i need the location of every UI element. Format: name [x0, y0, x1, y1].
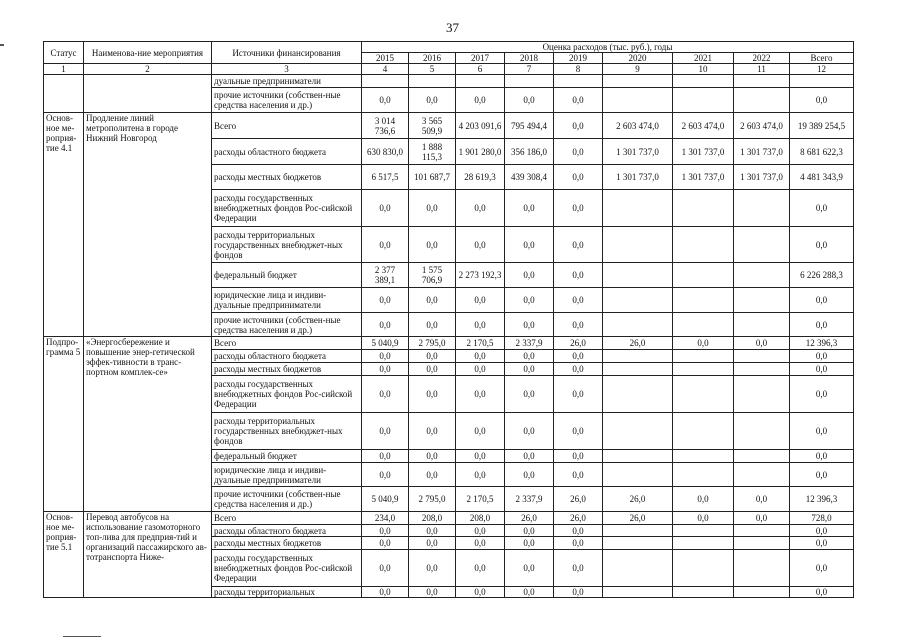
funding-source-cell: расходы государственных внебюджетных фондов Рос-сийской Федерации: [212, 550, 362, 587]
value-cell: 0,0: [790, 363, 854, 376]
value-cell: 0,0: [409, 88, 456, 113]
value-cell: 2 795,0: [409, 487, 456, 512]
value-cell: 0,0: [362, 463, 409, 487]
value-cell: 0,0: [505, 227, 554, 263]
value-cell: 0,0: [505, 190, 554, 227]
header-column-number: 12: [790, 64, 854, 75]
header-year: 2018: [505, 53, 554, 64]
value-cell: 1 301 737,0: [673, 165, 734, 190]
value-cell: 0,0: [456, 190, 505, 227]
value-cell: 1 301 737,0: [734, 165, 790, 190]
value-cell: 0,0: [409, 313, 456, 337]
value-cell: [673, 263, 734, 288]
header-year: 2015: [362, 53, 409, 64]
value-cell: 1 888 115,3: [409, 139, 456, 165]
status-cell: Основ-ное ме-роприя-тие 5.1: [44, 512, 84, 598]
value-cell: 2 170,5: [456, 337, 505, 350]
value-cell: [673, 75, 734, 88]
value-cell: [673, 413, 734, 450]
value-cell: [790, 75, 854, 88]
event-name-cell: «Энергосбережение и повышение энер-гетической эффек-тивности в транс-портном комплек-се»: [84, 337, 212, 512]
value-cell: 0,0: [505, 350, 554, 363]
value-cell: [554, 75, 603, 88]
value-cell: 26,0: [603, 337, 673, 350]
value-cell: [734, 227, 790, 263]
value-cell: [673, 450, 734, 463]
value-cell: 0,0: [554, 537, 603, 550]
table-body: [44, 75, 854, 598]
value-cell: 0,0: [673, 487, 734, 512]
value-cell: [603, 263, 673, 288]
value-cell: [734, 75, 790, 88]
value-cell: [673, 463, 734, 487]
value-cell: [734, 313, 790, 337]
value-cell: 0,0: [456, 587, 505, 598]
header-year: 2017: [456, 53, 505, 64]
value-cell: 0,0: [409, 550, 456, 587]
value-cell: [734, 190, 790, 227]
value-cell: 0,0: [554, 263, 603, 288]
status-cell: Основ-ное ме-роприя-тие 4.1: [44, 113, 84, 337]
value-cell: 0,0: [456, 227, 505, 263]
value-cell: 0,0: [673, 512, 734, 525]
value-cell: 0,0: [554, 413, 603, 450]
value-cell: 2 603 474,0: [673, 113, 734, 139]
value-cell: 0,0: [456, 376, 505, 413]
header-column-number: 7: [505, 64, 554, 75]
value-cell: [734, 363, 790, 376]
header-column-number: 5: [409, 64, 456, 75]
value-cell: [673, 227, 734, 263]
value-cell: [673, 350, 734, 363]
header-column-number: 1: [44, 64, 84, 75]
table-row: [44, 337, 854, 350]
value-cell: 0,0: [362, 525, 409, 537]
value-cell: [603, 463, 673, 487]
value-cell: 1 575 706,9: [409, 263, 456, 288]
header-year: 2020: [603, 53, 673, 64]
value-cell: [603, 450, 673, 463]
value-cell: 0,0: [554, 165, 603, 190]
value-cell: 0,0: [790, 463, 854, 487]
header-year: 2019: [554, 53, 603, 64]
value-cell: 8 681 622,3: [790, 139, 854, 165]
value-cell: 0,0: [673, 337, 734, 350]
value-cell: 0,0: [554, 463, 603, 487]
value-cell: 0,0: [505, 363, 554, 376]
value-cell: 2 603 474,0: [734, 113, 790, 139]
value-cell: 0,0: [554, 587, 603, 598]
value-cell: 0,0: [456, 288, 505, 313]
status-cell: [44, 75, 84, 113]
funding-source-cell: расходы государственных внебюджетных фондов Рос-сийской Федерации: [212, 190, 362, 227]
value-cell: 0,0: [362, 450, 409, 463]
value-cell: 0,0: [456, 313, 505, 337]
header-column-number: 3: [212, 64, 362, 75]
funding-source-cell: расходы местных бюджетов: [212, 537, 362, 550]
value-cell: 0,0: [790, 525, 854, 537]
value-cell: 1 301 737,0: [603, 165, 673, 190]
value-cell: 0,0: [362, 288, 409, 313]
value-cell: 0,0: [362, 537, 409, 550]
value-cell: 0,0: [505, 263, 554, 288]
header-column-number: 11: [734, 64, 790, 75]
value-cell: [673, 88, 734, 113]
funding-source-cell: расходы областного бюджета: [212, 139, 362, 165]
value-cell: 0,0: [456, 537, 505, 550]
value-cell: 0,0: [456, 413, 505, 450]
value-cell: 2 273 192,3: [456, 263, 505, 288]
value-cell: 0,0: [734, 337, 790, 350]
value-cell: 26,0: [554, 487, 603, 512]
value-cell: [603, 550, 673, 587]
value-cell: 0,0: [734, 487, 790, 512]
value-cell: 0,0: [790, 450, 854, 463]
value-cell: 6 226 288,3: [790, 263, 854, 288]
value-cell: [734, 525, 790, 537]
header-column-numbers-row: [44, 64, 854, 75]
funding-source-cell: расходы территориальных государственных внебюджет-ных фондов: [212, 413, 362, 450]
value-cell: 28 619,3: [456, 165, 505, 190]
page-number: 37: [446, 20, 459, 35]
value-cell: 26,0: [505, 512, 554, 525]
event-name-cell: Продление линий метрополитена в городе Нижний Новгород: [84, 113, 212, 337]
value-cell: 4 481 343,9: [790, 165, 854, 190]
value-cell: 0,0: [505, 450, 554, 463]
value-cell: 0,0: [554, 139, 603, 165]
value-cell: [603, 88, 673, 113]
value-cell: [673, 190, 734, 227]
funding-source-cell: расходы местных бюджетов: [212, 165, 362, 190]
value-cell: 1 901 280,0: [456, 139, 505, 165]
value-cell: 728,0: [790, 512, 854, 525]
funding-source-cell: расходы территориальных государственных внебюджет-ных фондов: [212, 227, 362, 263]
value-cell: [673, 525, 734, 537]
value-cell: 0,0: [456, 88, 505, 113]
bottom-scan-mark: [63, 636, 101, 637]
value-cell: 0,0: [409, 363, 456, 376]
value-cell: 0,0: [554, 288, 603, 313]
funding-source-cell: расходы областного бюджета: [212, 350, 362, 363]
value-cell: [673, 537, 734, 550]
value-cell: 0,0: [790, 587, 854, 598]
value-cell: 0,0: [554, 88, 603, 113]
value-cell: 2 337,9: [505, 337, 554, 350]
value-cell: [734, 376, 790, 413]
value-cell: 0,0: [409, 537, 456, 550]
value-cell: [603, 525, 673, 537]
value-cell: [734, 263, 790, 288]
funding-source-cell: Всего: [212, 113, 362, 139]
value-cell: 0,0: [362, 313, 409, 337]
value-cell: 2 795,0: [409, 337, 456, 350]
header-year: 2021: [673, 53, 734, 64]
value-cell: [673, 313, 734, 337]
funding-source-cell: расходы областного бюджета: [212, 525, 362, 537]
value-cell: 0,0: [790, 88, 854, 113]
value-cell: 2 337,9: [505, 487, 554, 512]
value-cell: 0,0: [790, 288, 854, 313]
value-cell: 0,0: [409, 288, 456, 313]
value-cell: 0,0: [790, 350, 854, 363]
value-cell: 0,0: [790, 550, 854, 587]
funding-source-cell: Всего: [212, 337, 362, 350]
value-cell: 3 014 736,6: [362, 113, 409, 139]
value-cell: [603, 413, 673, 450]
value-cell: 0,0: [456, 463, 505, 487]
value-cell: 0,0: [505, 463, 554, 487]
value-cell: 0,0: [554, 376, 603, 413]
value-cell: 0,0: [409, 450, 456, 463]
value-cell: 0,0: [362, 350, 409, 363]
funding-source-cell: федеральный бюджет: [212, 263, 362, 288]
value-cell: 0,0: [554, 227, 603, 263]
value-cell: [409, 75, 456, 88]
value-cell: 356 186,0: [505, 139, 554, 165]
value-cell: 0,0: [409, 190, 456, 227]
value-cell: 0,0: [362, 413, 409, 450]
value-cell: 0,0: [409, 413, 456, 450]
value-cell: 5 040,9: [362, 337, 409, 350]
value-cell: [673, 363, 734, 376]
value-cell: 0,0: [505, 537, 554, 550]
value-cell: [603, 313, 673, 337]
header-column-number: 2: [84, 64, 212, 75]
header-column-number: 4: [362, 64, 409, 75]
funding-source-cell: Всего: [212, 512, 362, 525]
value-cell: 0,0: [409, 463, 456, 487]
value-cell: [603, 537, 673, 550]
status-cell: Подпро-грамма 5: [44, 337, 84, 512]
value-cell: 26,0: [603, 487, 673, 512]
page-top-edge: [0, 0, 905, 3]
value-cell: 0,0: [456, 550, 505, 587]
header-column-number: 6: [456, 64, 505, 75]
value-cell: 4 203 091,6: [456, 113, 505, 139]
value-cell: 0,0: [456, 350, 505, 363]
value-cell: 439 308,4: [505, 165, 554, 190]
header-year: 2022: [734, 53, 790, 64]
value-cell: 26,0: [554, 337, 603, 350]
table-row: [44, 113, 854, 139]
value-cell: 0,0: [790, 313, 854, 337]
funding-source-cell: юридические лица и индиви-дуальные предприниматели: [212, 288, 362, 313]
value-cell: 0,0: [554, 113, 603, 139]
value-cell: 0,0: [505, 313, 554, 337]
value-cell: 0,0: [554, 350, 603, 363]
value-cell: 0,0: [505, 587, 554, 598]
value-cell: [673, 587, 734, 598]
value-cell: 0,0: [362, 227, 409, 263]
table-row: [44, 512, 854, 525]
value-cell: 0,0: [362, 550, 409, 587]
value-cell: 0,0: [790, 376, 854, 413]
header-year: 2016: [409, 53, 456, 64]
funding-source-cell: расходы местных бюджетов: [212, 363, 362, 376]
value-cell: 0,0: [362, 190, 409, 227]
table-row: [44, 75, 854, 88]
value-cell: 0,0: [790, 537, 854, 550]
value-cell: [603, 363, 673, 376]
value-cell: 0,0: [790, 413, 854, 450]
value-cell: 208,0: [456, 512, 505, 525]
value-cell: 0,0: [554, 525, 603, 537]
value-cell: 630 830,0: [362, 139, 409, 165]
value-cell: [734, 88, 790, 113]
value-cell: [603, 350, 673, 363]
value-cell: [734, 537, 790, 550]
value-cell: 2 170,5: [456, 487, 505, 512]
value-cell: 0,0: [734, 512, 790, 525]
value-cell: 3 565 509,9: [409, 113, 456, 139]
header-year: Всего: [790, 53, 854, 64]
value-cell: 0,0: [362, 363, 409, 376]
header-row-1: [44, 42, 854, 53]
value-cell: 0,0: [505, 288, 554, 313]
value-cell: 12 396,3: [790, 337, 854, 350]
header-estimate: Оценка расходов (тыс. руб.), годы: [362, 42, 854, 53]
value-cell: [734, 413, 790, 450]
value-cell: 234,0: [362, 512, 409, 525]
value-cell: 0,0: [362, 376, 409, 413]
value-cell: 0,0: [554, 190, 603, 227]
value-cell: [362, 75, 409, 88]
funding-source-cell: юридические лица и индиви-дуальные предприниматели: [212, 463, 362, 487]
value-cell: 0,0: [362, 587, 409, 598]
value-cell: 0,0: [554, 550, 603, 587]
value-cell: 1 301 737,0: [603, 139, 673, 165]
value-cell: 0,0: [505, 550, 554, 587]
funding-source-cell: прочие источники (собствен-ные средства населения и др.): [212, 313, 362, 337]
value-cell: 5 040,9: [362, 487, 409, 512]
value-cell: 2 377 389,1: [362, 263, 409, 288]
header-name: Наименова-ние мероприятия: [84, 42, 212, 64]
value-cell: [734, 288, 790, 313]
value-cell: 795 494,4: [505, 113, 554, 139]
value-cell: 12 396,3: [790, 487, 854, 512]
value-cell: [673, 550, 734, 587]
value-cell: 0,0: [790, 227, 854, 263]
header-column-number: 9: [603, 64, 673, 75]
value-cell: [734, 350, 790, 363]
value-cell: 0,0: [505, 525, 554, 537]
value-cell: [734, 587, 790, 598]
value-cell: 0,0: [409, 587, 456, 598]
value-cell: [734, 550, 790, 587]
value-cell: [505, 75, 554, 88]
header-column-number: 10: [673, 64, 734, 75]
value-cell: 26,0: [603, 512, 673, 525]
value-cell: 0,0: [456, 363, 505, 376]
value-cell: 19 389 254,5: [790, 113, 854, 139]
value-cell: [734, 450, 790, 463]
funding-source-cell: прочие источники (собствен-ные средства населения и др.): [212, 487, 362, 512]
value-cell: 208,0: [409, 512, 456, 525]
value-cell: [603, 288, 673, 313]
funding-source-cell: федеральный бюджет: [212, 450, 362, 463]
value-cell: 0,0: [790, 190, 854, 227]
value-cell: 0,0: [554, 363, 603, 376]
value-cell: [603, 227, 673, 263]
value-cell: [603, 75, 673, 88]
value-cell: 0,0: [456, 525, 505, 537]
value-cell: [673, 288, 734, 313]
header-column-number: 8: [554, 64, 603, 75]
event-name-cell: Перевод автобусов на использование газомоторного топ-лива для предприя-тий и организаций пассажирского ав-тотранспорта Ниже-: [84, 512, 212, 598]
value-cell: 2 603 474,0: [603, 113, 673, 139]
value-cell: 0,0: [505, 376, 554, 413]
header-sources: Источники финансирования: [212, 42, 362, 64]
value-cell: 101 687,7: [409, 165, 456, 190]
value-cell: [734, 463, 790, 487]
value-cell: 0,0: [409, 350, 456, 363]
value-cell: 0,0: [362, 88, 409, 113]
value-cell: 1 301 737,0: [734, 139, 790, 165]
funding-source-cell: дуальные предприниматели: [212, 75, 362, 88]
value-cell: [673, 376, 734, 413]
value-cell: [603, 587, 673, 598]
value-cell: 0,0: [409, 376, 456, 413]
value-cell: [456, 75, 505, 88]
value-cell: 6 517,5: [362, 165, 409, 190]
value-cell: 0,0: [456, 450, 505, 463]
funding-source-cell: прочие источники (собствен-ные средства населения и др.): [212, 88, 362, 113]
expenditure-table: [43, 41, 854, 598]
funding-source-cell: расходы территориальных: [212, 587, 362, 598]
value-cell: 0,0: [505, 88, 554, 113]
value-cell: 0,0: [554, 450, 603, 463]
value-cell: 0,0: [409, 525, 456, 537]
value-cell: [603, 376, 673, 413]
value-cell: 26,0: [554, 512, 603, 525]
header-status: Статус: [44, 42, 84, 64]
value-cell: 0,0: [409, 227, 456, 263]
value-cell: 0,0: [505, 413, 554, 450]
value-cell: 1 301 737,0: [673, 139, 734, 165]
event-name-cell: [84, 75, 212, 113]
scan-edge-mark: [0, 44, 4, 46]
value-cell: [603, 190, 673, 227]
funding-source-cell: расходы государственных внебюджетных фондов Рос-сийской Федерации: [212, 376, 362, 413]
value-cell: 0,0: [554, 313, 603, 337]
